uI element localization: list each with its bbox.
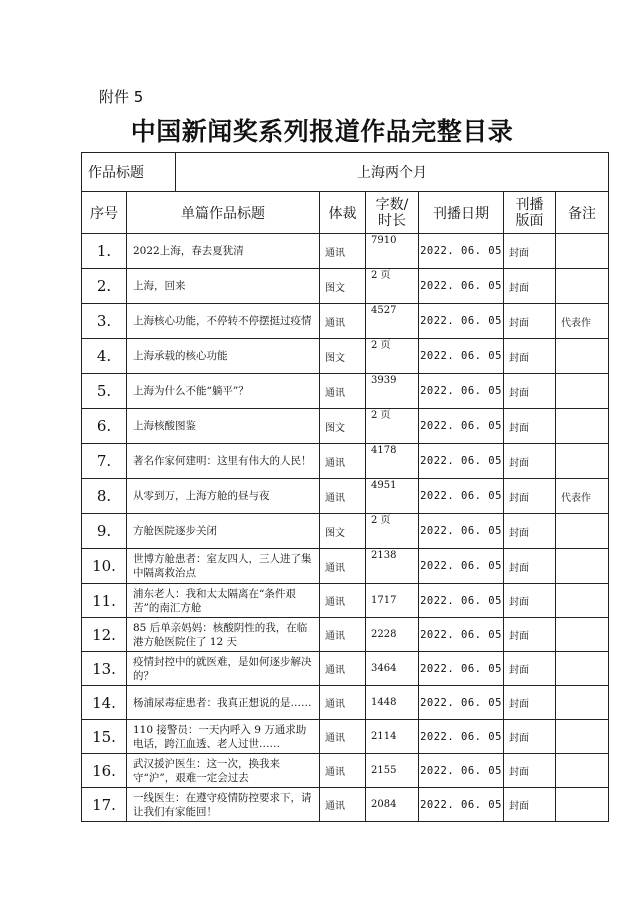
row-words: 2155 [366, 754, 419, 788]
header-note: 备注 [556, 192, 609, 234]
row-date: 2022. 06. 05 [419, 479, 504, 514]
row-title: 杨浦尿毒症患者：我真正想说的是…… [127, 686, 320, 720]
row-date: 2022. 06. 05 [419, 754, 504, 788]
row-type: 图文 [320, 514, 366, 549]
row-title: 110 接警员：一天内呼入 9 万通求助电话，跨江血透、老人过世…… [127, 720, 320, 754]
row-title: 方舱医院逐步关闭 [127, 514, 320, 549]
row-words: 3464 [366, 652, 419, 686]
row-title: 一线医生：在遵守疫情防控要求下，请让我们有家能回！ [127, 788, 320, 822]
row-title: 著名作家何建明：这里有伟大的人民！ [127, 444, 320, 479]
row-note [556, 720, 609, 754]
row-page: 封面 [504, 720, 556, 754]
row-date: 2022. 06. 05 [419, 269, 504, 304]
table-row [82, 514, 609, 549]
row-words: 2 页 [366, 409, 419, 444]
header-page-line2: 版面 [515, 212, 544, 229]
row-type: 通讯 [320, 754, 366, 788]
row-page: 封面 [504, 234, 556, 269]
row-date: 2022. 06. 05 [419, 720, 504, 754]
row-title: 上海，回来 [127, 269, 320, 304]
row-type: 通讯 [320, 304, 366, 339]
row-words: 2114 [366, 720, 419, 754]
row-page: 封面 [504, 788, 556, 822]
row-date: 2022. 06. 05 [419, 444, 504, 479]
row-page: 封面 [504, 374, 556, 409]
row-type: 通讯 [320, 584, 366, 618]
row-note [556, 374, 609, 409]
row-title: 疫情封控中的就医难，是如何逐步解决的？ [127, 652, 320, 686]
header-page [504, 192, 556, 234]
row-note: 代表作 [556, 304, 609, 339]
row-words: 1448 [366, 686, 419, 720]
row-note [556, 618, 609, 652]
row-words: 2 页 [366, 514, 419, 549]
header-words-line1: 字数/ [375, 196, 409, 213]
attachment-label: 附件 5 [99, 88, 144, 106]
table-row [82, 686, 609, 720]
row-number: 5. [82, 374, 127, 409]
row-number: 6. [82, 409, 127, 444]
row-title: 上海承载的核心功能 [127, 339, 320, 374]
table-row [82, 479, 609, 514]
row-page: 封面 [504, 444, 556, 479]
header-words-line2: 时长 [378, 212, 406, 229]
table-row [82, 754, 609, 788]
row-words: 2138 [366, 549, 419, 584]
table-row [82, 374, 609, 409]
header-row [82, 192, 609, 234]
row-type: 通讯 [320, 788, 366, 822]
table-row [82, 444, 609, 479]
table-row [82, 339, 609, 374]
row-note [556, 409, 609, 444]
row-note: 代表作 [556, 479, 609, 514]
row-type: 通讯 [320, 720, 366, 754]
row-number: 9. [82, 514, 127, 549]
row-number: 16. [82, 754, 127, 788]
row-page: 封面 [504, 686, 556, 720]
row-words: 7910 [366, 234, 419, 269]
row-number: 17. [82, 788, 127, 822]
row-date: 2022. 06. 05 [419, 304, 504, 339]
row-number: 13. [82, 652, 127, 686]
row-title: 2022上海，春去夏犹清 [127, 234, 320, 269]
row-title: 85 后单亲妈妈：核酸阴性的我，在临港方舱医院住了 12 天 [127, 618, 320, 652]
row-title: 世博方舱患者：室友四人，三人进了集中隔离救治点 [127, 549, 320, 584]
row-page: 封面 [504, 304, 556, 339]
row-type: 通讯 [320, 479, 366, 514]
row-note [556, 514, 609, 549]
row-title: 上海核酸图鉴 [127, 409, 320, 444]
row-page: 封面 [504, 269, 556, 304]
table-row [82, 618, 609, 652]
row-date: 2022. 06. 05 [419, 514, 504, 549]
row-note [556, 686, 609, 720]
row-title: 从零到万，上海方舱的昼与夜 [127, 479, 320, 514]
row-words: 3939 [366, 374, 419, 409]
header-words [366, 192, 419, 234]
row-page: 封面 [504, 618, 556, 652]
row-words: 2 页 [366, 269, 419, 304]
row-date: 2022. 06. 05 [419, 788, 504, 822]
row-date: 2022. 06. 05 [419, 374, 504, 409]
row-words: 1717 [366, 584, 419, 618]
row-date: 2022. 06. 05 [419, 409, 504, 444]
row-date: 2022. 06. 05 [419, 686, 504, 720]
row-type: 通讯 [320, 234, 366, 269]
row-page: 封面 [504, 584, 556, 618]
row-title: 武汉援沪医生：这一次，换我来守“沪”，艰难一定会过去 [127, 754, 320, 788]
row-page: 封面 [504, 339, 556, 374]
row-title: 浦东老人：我和太太隔离在“条件艰苦”的南汇方舱 [127, 584, 320, 618]
row-type: 通讯 [320, 652, 366, 686]
table-row [82, 304, 609, 339]
row-number: 12. [82, 618, 127, 652]
row-page: 封面 [504, 479, 556, 514]
row-words: 2 页 [366, 339, 419, 374]
row-note [556, 549, 609, 584]
row-title: 上海为什么不能“躺平”？ [127, 374, 320, 409]
row-page: 封面 [504, 514, 556, 549]
row-date: 2022. 06. 05 [419, 652, 504, 686]
catalog-table [81, 152, 609, 822]
row-words: 4527 [366, 304, 419, 339]
row-note [556, 754, 609, 788]
table-row [82, 234, 609, 269]
row-page: 封面 [504, 549, 556, 584]
header-type: 体裁 [320, 192, 366, 234]
row-words: 4178 [366, 444, 419, 479]
table-row [82, 788, 609, 822]
row-words: 2084 [366, 788, 419, 822]
row-number: 14. [82, 686, 127, 720]
row-type: 通讯 [320, 618, 366, 652]
row-type: 通讯 [320, 444, 366, 479]
row-note [556, 652, 609, 686]
table-row [82, 652, 609, 686]
row-number: 7. [82, 444, 127, 479]
row-type: 通讯 [320, 374, 366, 409]
table-row [82, 409, 609, 444]
row-date: 2022. 06. 05 [419, 339, 504, 374]
work-title-label: 作品标题 [82, 153, 176, 192]
row-number: 1. [82, 234, 127, 269]
row-words: 2228 [366, 618, 419, 652]
row-number: 15. [82, 720, 127, 754]
row-date: 2022. 06. 05 [419, 618, 504, 652]
row-number: 3. [82, 304, 127, 339]
table-row [82, 720, 609, 754]
work-title-row [82, 153, 609, 192]
table-row [82, 549, 609, 584]
row-type: 图文 [320, 409, 366, 444]
row-type: 图文 [320, 269, 366, 304]
row-words: 4951 [366, 479, 419, 514]
row-note [556, 444, 609, 479]
row-note [556, 339, 609, 374]
row-type: 图文 [320, 339, 366, 374]
header-name: 单篇作品标题 [127, 192, 320, 234]
header-date: 刊播日期 [419, 192, 504, 234]
row-number: 11. [82, 584, 127, 618]
document-title: 中国新闻奖系列报道作品完整目录 [130, 117, 514, 146]
row-type: 通讯 [320, 549, 366, 584]
row-number: 4. [82, 339, 127, 374]
row-type: 通讯 [320, 686, 366, 720]
row-page: 封面 [504, 652, 556, 686]
table-body [82, 234, 609, 822]
row-note [556, 269, 609, 304]
table-row [82, 269, 609, 304]
header-no: 序号 [82, 192, 127, 234]
row-note [556, 584, 609, 618]
table-row [82, 584, 609, 618]
work-title-value: 上海两个月 [176, 153, 609, 192]
row-title: 上海核心功能，不停转不停摆挺过疫情 [127, 304, 320, 339]
row-number: 10. [82, 549, 127, 584]
row-note [556, 788, 609, 822]
row-number: 8. [82, 479, 127, 514]
row-date: 2022. 06. 05 [419, 549, 504, 584]
row-page: 封面 [504, 754, 556, 788]
row-note [556, 234, 609, 269]
row-number: 2. [82, 269, 127, 304]
row-date: 2022. 06. 05 [419, 234, 504, 269]
row-page: 封面 [504, 409, 556, 444]
header-page-line1: 刊播 [515, 196, 544, 213]
row-date: 2022. 06. 05 [419, 584, 504, 618]
